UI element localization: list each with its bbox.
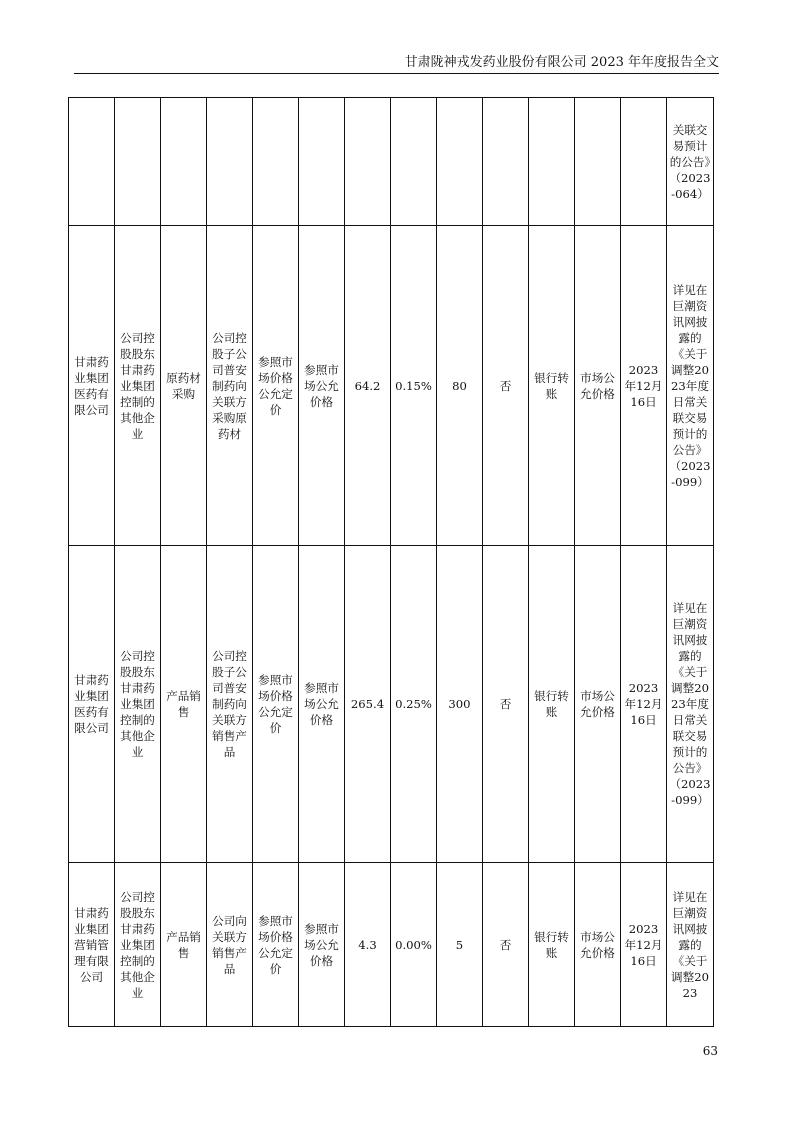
cell-content <box>207 98 253 226</box>
cell-pricing-principle: 参照市场价格公允定价 <box>253 863 299 1027</box>
cell-relation: 公司控股股东甘肃药业集团控制的其他企业 <box>115 546 161 863</box>
cell-ratio: 0.00% <box>391 863 437 1027</box>
cell-exceeded: 否 <box>483 226 529 546</box>
cell-relation: 公司控股股东甘肃药业集团控制的其他企业 <box>115 226 161 546</box>
cell-ratio <box>391 98 437 226</box>
cell-amount <box>345 98 391 226</box>
cell-date: 2023年12月16日 <box>621 546 667 863</box>
cell-settlement: 银行转账 <box>529 863 575 1027</box>
related-transactions-table <box>68 97 714 1027</box>
cell-exceeded <box>483 98 529 226</box>
cell-market-price: 市场公允价格 <box>575 863 621 1027</box>
page-number: 63 <box>702 1044 718 1058</box>
cell-amount: 64.2 <box>345 226 391 546</box>
cell-content: 公司控股子公司普安制药向关联方采购原药材 <box>207 226 253 546</box>
cell-amount: 265.4 <box>345 546 391 863</box>
cell-exceeded: 否 <box>483 546 529 863</box>
cell-price: 参照市场公允价格 <box>299 546 345 863</box>
cell-type: 原药材采购 <box>161 226 207 546</box>
cell-type <box>161 98 207 226</box>
cell-date <box>621 98 667 226</box>
cell-approved: 80 <box>437 226 483 546</box>
cell-price: 参照市场公允价格 <box>299 226 345 546</box>
cell-pricing-principle: 参照市场价格公允定价 <box>253 226 299 546</box>
cell-market-price: 市场公允价格 <box>575 546 621 863</box>
cell-settlement: 银行转账 <box>529 546 575 863</box>
cell-party: 甘肃药业集团医药有限公司 <box>69 546 115 863</box>
cell-settlement <box>529 98 575 226</box>
cell-disclosure: 关联交易预计的公告》（2023-064） <box>667 98 714 226</box>
cell-content: 公司向关联方销售产品 <box>207 863 253 1027</box>
report-header-title: 甘肃陇神戎发药业股份有限公司 2023 年年度报告全文 <box>404 55 719 70</box>
cell-date: 2023年12月16日 <box>621 226 667 546</box>
table-row <box>69 226 714 546</box>
cell-pricing-principle: 参照市场价格公允定价 <box>253 546 299 863</box>
cell-price <box>299 98 345 226</box>
cell-market-price <box>575 98 621 226</box>
cell-content: 公司控股子公司普安制药向关联方销售产品 <box>207 546 253 863</box>
cell-approved <box>437 98 483 226</box>
cell-disclosure: 详见在巨潮资讯网披露的《关于调整2023年度日常关联交易预计的公告》（2023-099） <box>667 226 714 546</box>
cell-disclosure: 详见在巨潮资讯网披露的《关于调整2023年度日常关联交易预计的公告》（2023-099） <box>667 546 714 863</box>
cell-type: 产品销售 <box>161 863 207 1027</box>
cell-relation: 公司控股股东甘肃药业集团控制的其他企业 <box>115 863 161 1027</box>
cell-disclosure: 详见在巨潮资讯网披露的《关于调整2023 <box>667 863 714 1027</box>
cell-market-price: 市场公允价格 <box>575 226 621 546</box>
cell-approved: 5 <box>437 863 483 1027</box>
cell-type: 产品销售 <box>161 546 207 863</box>
cell-price: 参照市场公允价格 <box>299 863 345 1027</box>
cell-party: 甘肃药业集团营销管理有限公司 <box>69 863 115 1027</box>
table-row <box>69 863 714 1027</box>
cell-amount: 4.3 <box>345 863 391 1027</box>
cell-party: 甘肃药业集团医药有限公司 <box>69 226 115 546</box>
cell-party <box>69 98 115 226</box>
cell-pricing-principle <box>253 98 299 226</box>
cell-exceeded: 否 <box>483 863 529 1027</box>
table-row <box>69 546 714 863</box>
cell-relation <box>115 98 161 226</box>
cell-approved: 300 <box>437 546 483 863</box>
cell-ratio: 0.15% <box>391 226 437 546</box>
cell-ratio: 0.25% <box>391 546 437 863</box>
table-row-continuation <box>69 98 714 226</box>
cell-date: 2023年12月16日 <box>621 863 667 1027</box>
header-divider <box>74 73 719 74</box>
cell-settlement: 银行转账 <box>529 226 575 546</box>
